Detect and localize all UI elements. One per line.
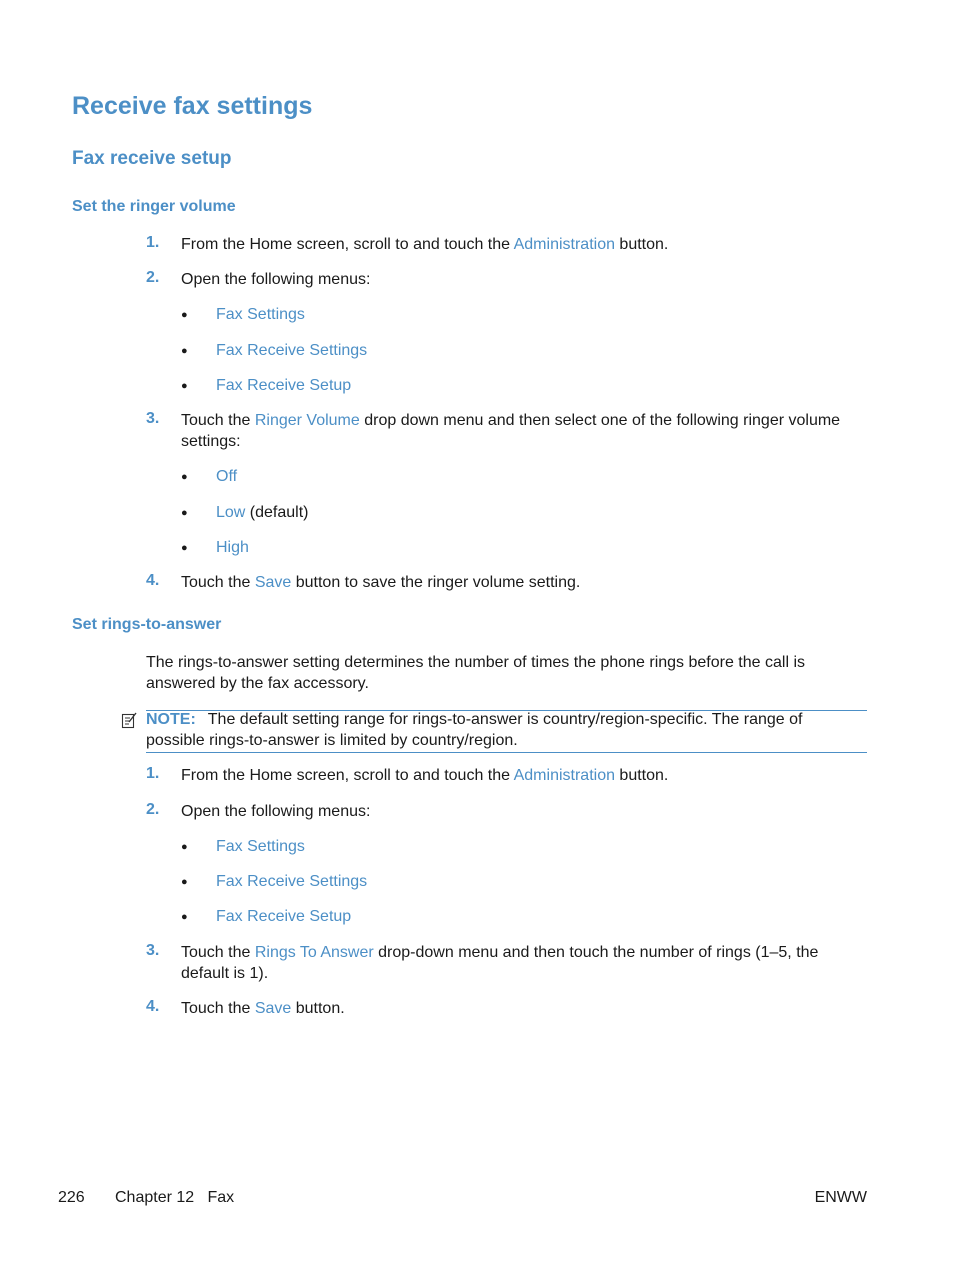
ui-term-save: Save [254,574,292,591]
step-number: 4. [146,998,160,1015]
step-text: From the Home screen, scroll to and touch the Administration button. [181,236,669,253]
chapter-label: Chapter 12 Fax [115,1189,235,1206]
page-number: 226 [58,1189,85,1206]
bullet-icon: ● [181,542,188,554]
step-number: 1. [146,234,160,251]
menu-item: Fax Settings [216,306,305,323]
footer-right-label: ENWW [814,1189,867,1206]
step-text: Touch the Save button to save the ringer volume setting. [181,574,581,591]
option-item: High [216,539,249,556]
menu-item: Fax Receive Setup [216,908,352,925]
option-item: Low (default) [216,504,309,521]
subsection-heading-rings: Set rings-to-answer [72,616,222,633]
menu-item: Fax Receive Settings [216,873,368,890]
ui-term-administration: Administration [513,236,615,253]
step-number: 1. [146,765,160,782]
menu-item: Fax Settings [216,838,305,855]
menu-item: Fax Receive Setup [216,377,352,394]
note-text: NOTE: The default setting range for rings-to-answer is country/region-specific. The range of possible rings-to-answer is limited by country/region. [146,711,803,749]
bullet-icon: ● [181,911,188,923]
section-heading: Fax receive setup [72,148,232,169]
note-label: NOTE: [146,711,196,728]
bullet-icon: ● [181,841,188,853]
menu-item: Fax Receive Settings [216,342,368,359]
bullet-icon: ● [181,309,188,321]
subsection-heading-ringer: Set the ringer volume [72,198,236,215]
step-number: 2. [146,269,160,286]
step-number: 2. [146,801,160,818]
step-text: Touch the Ringer Volume drop down menu and then select one of the following ringer volume settings: [181,412,841,450]
step-text: Touch the Save button. [181,1000,345,1017]
step-number: 3. [146,942,160,959]
ui-term-ringer-volume: Ringer Volume [254,412,360,429]
step-text: Open the following menus: [181,271,371,288]
bullet-icon: ● [181,380,188,392]
bullet-icon: ● [181,876,188,888]
note-bottom-rule [146,752,867,753]
page-title: Receive fax settings [72,92,313,120]
option-item: Off [216,468,238,485]
ui-term-administration: Administration [513,767,615,784]
step-text: From the Home screen, scroll to and touch the Administration button. [181,767,669,784]
step-text: Touch the Rings To Answer drop-down menu and then touch the number of rings (1–5, the default is 1). [181,944,819,982]
step-number: 4. [146,572,160,589]
step-text: Open the following menus: [181,803,371,820]
step-number: 3. [146,410,160,427]
bullet-icon: ● [181,471,188,483]
bullet-icon: ● [181,507,188,519]
ui-term-save: Save [254,1000,292,1017]
note-icon [120,711,138,734]
bullet-icon: ● [181,345,188,357]
ui-term-rings-to-answer: Rings To Answer [254,944,374,961]
intro-paragraph: The rings-to-answer setting determines the number of times the phone rings before the call is answered by the fax accessory. [146,654,805,692]
